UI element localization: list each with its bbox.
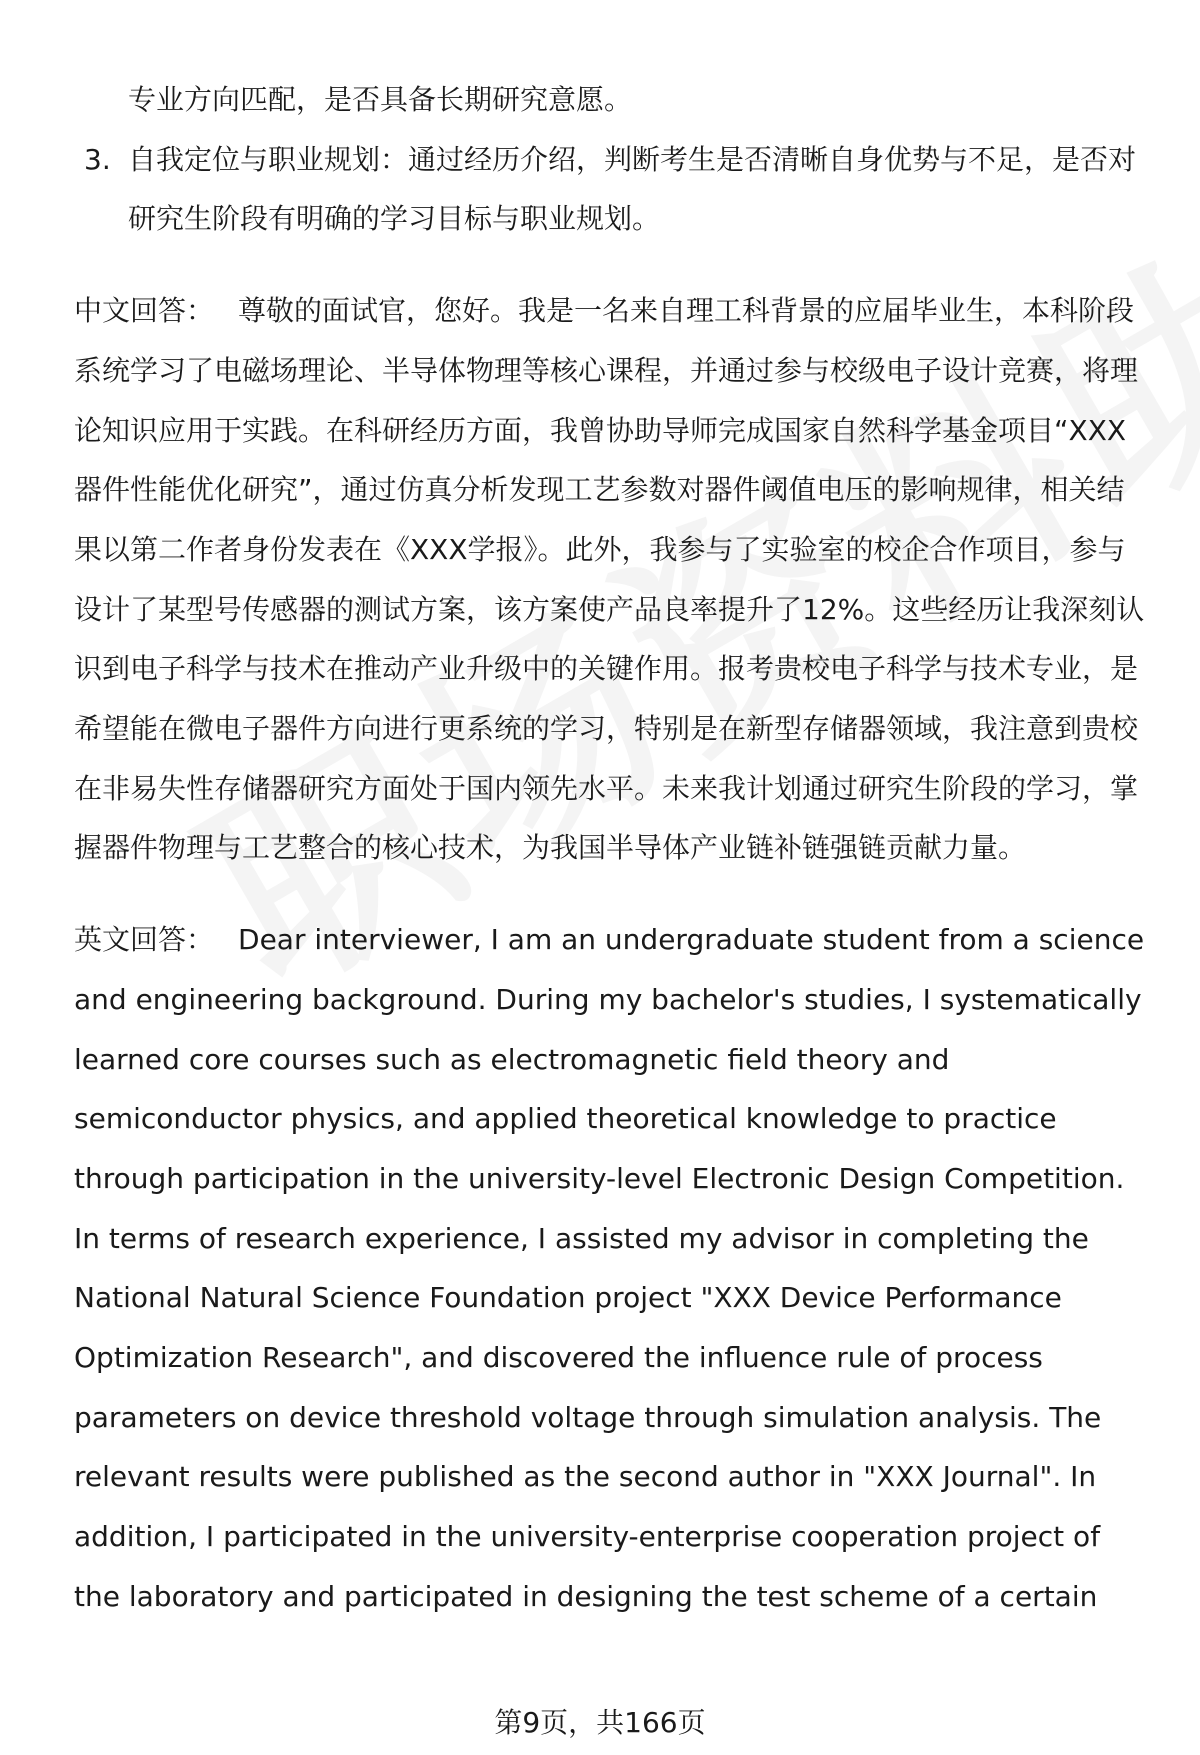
english-answer-label: 英文回答： xyxy=(74,923,215,957)
list-item-text: 自我定位与职业规划：通过经历介绍，判断考生是否清晰自身优势与不足，是否对研究生阶段有明确的学习目标与职业规划。 xyxy=(128,142,1137,236)
chinese-answer-text: 尊敬的面试官，您好。我是一名来自理工科背景的应届毕业生，本科阶段系统学习了电磁场理论、半导体物理等核心课程，并通过参与校级电子设计竞赛，将理论知识应用于实践。在科研经历方面，我曾协助导师完成国家自然科学基金项目“XXX器件性能优化研究”，通过仿真分析发现工艺参数对器件阈值电压的影响规律，相关结果以第二作者身份发表在《XXX学报》。此外，我参与了实验室的校企合作项目，参与设计了某型号传感器的测试方案，该方案使产品良率提升了12%。这些经历让我深刻认识到电子科学与技术在推动产业升级中的关键作用。报考贵校电子科学与技术专业，是希望能在微电子器件方向进行更系统的学习，特别是在新型存储器领域，我注意到贵校在非易失性存储器研究方面处于国内领先水平。未来我计划通过研究生阶段的学习，掌握器件物理与工艺整合的核心技术，为我国半导体产业链补链强链贡献力量。 xyxy=(74,294,1145,865)
page-content xyxy=(74,70,1152,1627)
page-number-footer: 第9页，共166页 xyxy=(494,1706,706,1739)
chinese-answer-label: 中文回答： xyxy=(74,294,215,328)
english-answer-text: Dear interviewer, I am an undergraduate student from a science and engineering background. During my bachelor's studies, I systematically learned core courses such as electromagnetic field theory and semiconductor physics, and applied theoretical knowledge to practice through participation in the university-level Electronic Design Competition. In terms of research experience, I assisted my advisor in completing the National Natural Science Foundation project "XXX Device Performance Optimization Research", and discovered the influence rule of process parameters on device threshold voltage through simulation analysis. The relevant results were published as the second author in "XXX Journal". In addition, I participated in the university-enterprise cooperation project of the laboratory and participated in designing the test scheme of a certain xyxy=(74,923,1145,1613)
english-answer-paragraph xyxy=(74,910,1152,1626)
chinese-answer-paragraph xyxy=(74,281,1152,878)
list-item-3 xyxy=(74,130,1152,249)
list-number: 3. xyxy=(84,142,111,176)
list-item-continuation: 专业方向匹配，是否具备长期研究意愿。 xyxy=(128,83,633,116)
